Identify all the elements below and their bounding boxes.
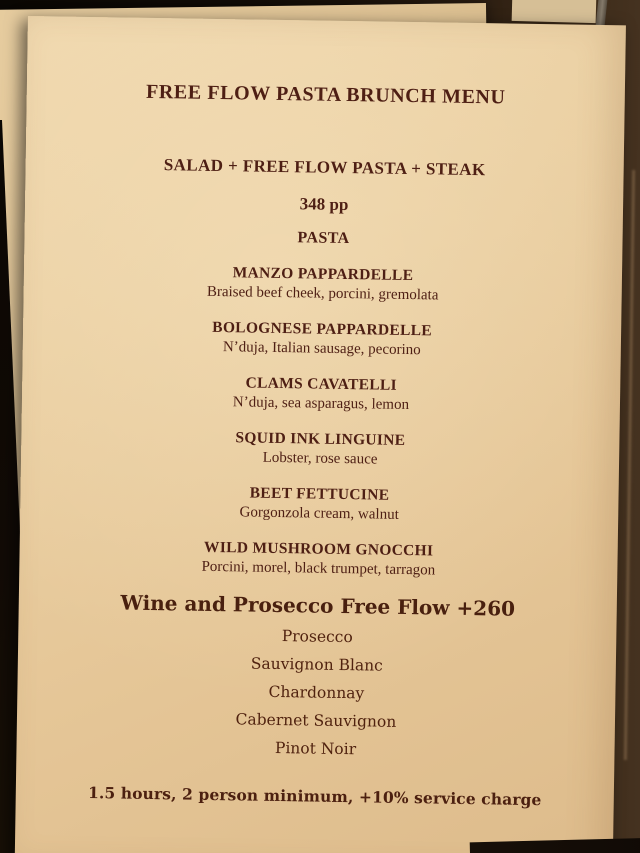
item-name: WILD MUSHROOM GNOCCHI	[203, 538, 434, 560]
menu-price: 348 pp	[299, 194, 349, 215]
menu-item	[24, 260, 623, 308]
item-description: N’duja, Italian sausage, pecorino	[222, 339, 421, 359]
wine-option: Prosecco	[281, 627, 353, 647]
item-description: N’duja, sea asparagus, lemon	[232, 394, 410, 414]
item-name: SQUID INK LINGUINE	[235, 429, 406, 449]
item-description: Lobster, rose sauce	[262, 449, 378, 468]
menu-subtitle: SALAD + FREE FLOW PASTA + STEAK	[163, 155, 486, 180]
item-description: Gorgonzola cream, walnut	[239, 504, 399, 523]
wine-option: Pinot Noir	[274, 738, 357, 759]
item-name: MANZO PAPPARDELLE	[232, 264, 414, 285]
menu-item	[20, 480, 619, 528]
item-description: Braised beef cheek, porcini, gremolata	[206, 283, 439, 304]
item-description: Porcini, morel, black trumpet, tarragon	[201, 558, 436, 579]
menu-item	[23, 315, 622, 363]
menu-title: FREE FLOW PASTA BRUNCH MENU	[145, 80, 506, 109]
menu-item	[21, 425, 620, 473]
wine-freeflow-heading: Wine and Prosecco Free Flow +260	[120, 590, 516, 621]
section-title-pasta: PASTA	[297, 229, 350, 248]
item-name: BEET FETTUCINE	[249, 484, 390, 504]
item-name: CLAMS CAVATELLI	[245, 374, 398, 394]
item-name: BOLOGNESE PAPPARDELLE	[212, 318, 433, 340]
wine-option: Chardonnay	[268, 682, 365, 703]
menu-content	[14, 16, 625, 853]
background-sheet-corner	[512, 0, 597, 23]
menu-item	[19, 535, 618, 583]
menu-footnote: 1.5 hours, 2 person minimum, +10% service charge	[87, 783, 542, 810]
menu-item	[22, 370, 621, 418]
wine-option: Cabernet Sauvignon	[235, 710, 397, 731]
table-edge-highlight	[624, 170, 635, 760]
wine-option: Sauvignon Blanc	[250, 654, 383, 675]
menu-sheet	[14, 16, 625, 853]
